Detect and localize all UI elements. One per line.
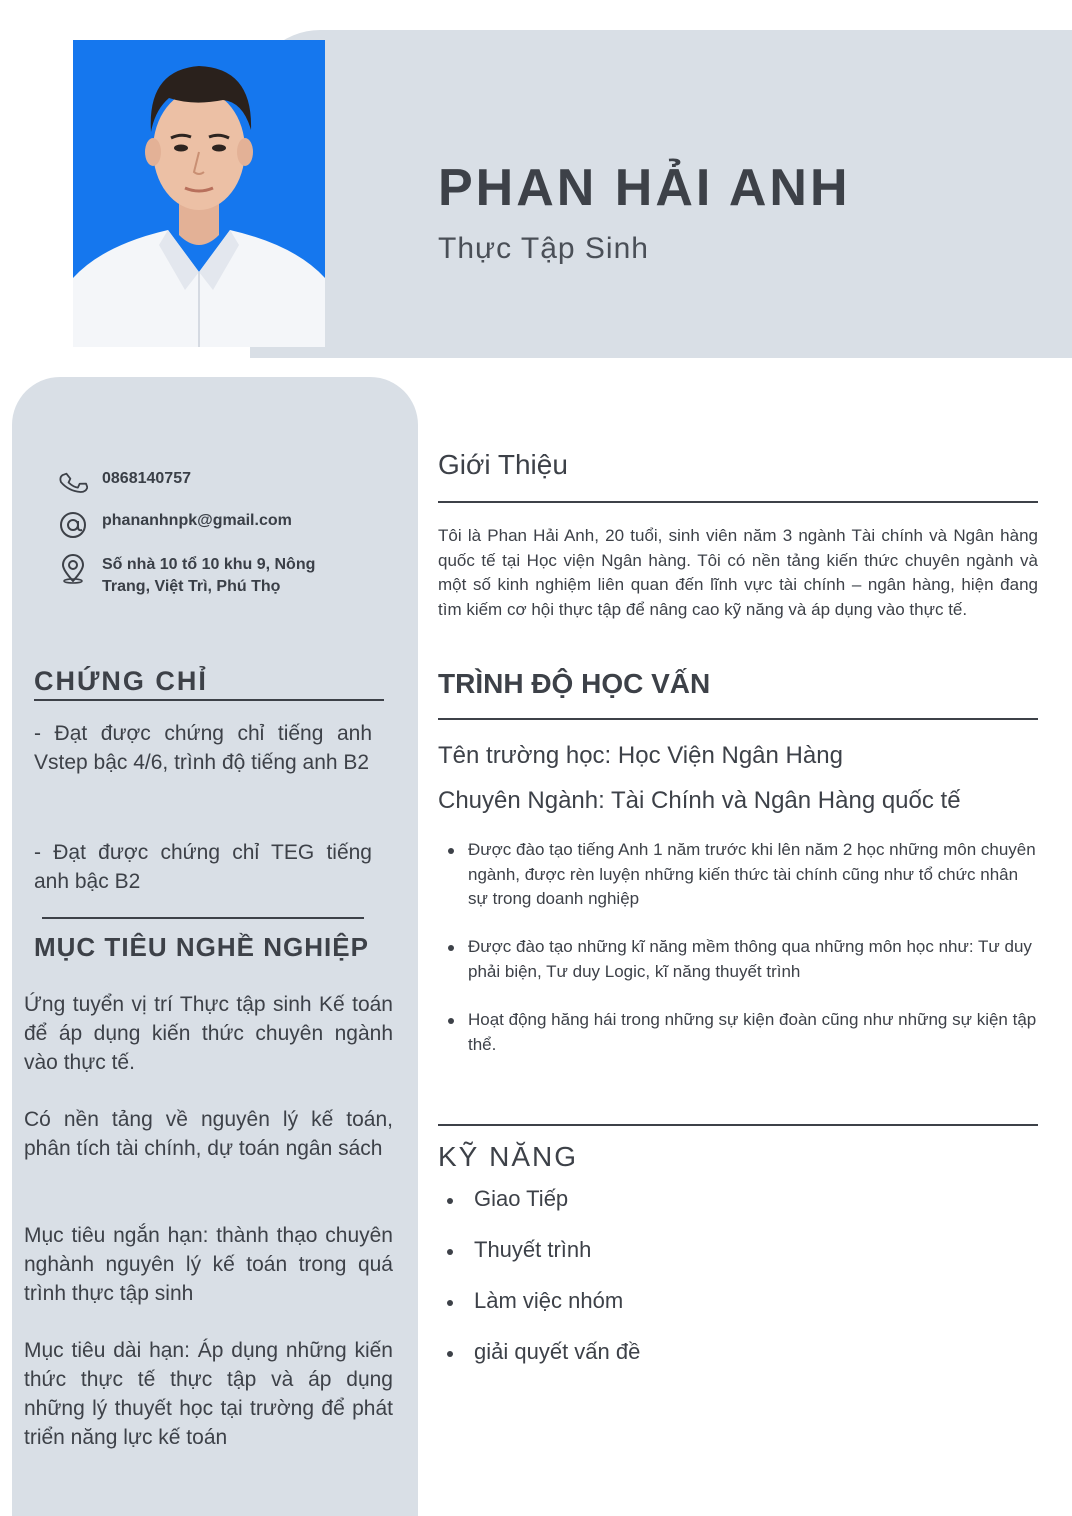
intro-divider	[438, 501, 1038, 503]
phone-icon	[58, 468, 88, 498]
certificates-heading: CHỨNG CHỈ	[34, 666, 208, 696]
intro-heading: Giới Thiệu	[438, 449, 568, 480]
skill-item: Giao Tiếp	[474, 1186, 569, 1211]
skills-divider	[438, 1124, 1038, 1126]
candidate-name: PHAN HẢI ANH	[438, 159, 851, 217]
location-pin-icon	[58, 554, 88, 584]
skill-item: Thuyết trình	[474, 1237, 592, 1262]
skill-item: giải quyết vấn đề	[474, 1339, 641, 1364]
email-address: phananhnpk@gmail.com	[102, 512, 292, 529]
email-at-icon	[58, 510, 88, 540]
major-name: Chuyên Ngành: Tài Chính và Ngân Hàng quốc tế	[438, 787, 961, 814]
bullet-dot	[447, 1249, 453, 1255]
career-divider	[42, 917, 364, 919]
skill-item: Làm việc nhóm	[474, 1288, 624, 1313]
career-goal-paragraph: Có nền tảng về nguyên lý kế toán, phân tích tài chính, dự toán ngân sách	[24, 1108, 393, 1160]
certificate-item: - Đạt được chứng chỉ tiếng anh Vstep bậc 4/6, trình độ tiếng anh B2	[34, 722, 372, 774]
certificate-item: - Đạt được chứng chỉ TEG tiếng anh bậc B2	[34, 841, 372, 893]
contact-address	[58, 554, 388, 598]
intro-text: Tôi là Phan Hải Anh, 20 tuổi, sinh viên năm 3 ngành Tài chính và Ngân hàng quốc tế tại Học viện Ngân hàng. Tôi có nền tảng kiến thức chuyên ngành và một số kinh nghiệm liên quan đến lĩnh vực tài chính – ngân hàng, hiện đang tìm kiếm cơ hội thực tập để nâng cao kỹ năng và áp dụng vào thực tế.	[438, 526, 1038, 619]
bullet-dot	[448, 945, 454, 951]
candidate-role: Thực Tập Sinh	[438, 232, 649, 265]
certificates-divider	[34, 699, 384, 701]
education-divider	[438, 718, 1038, 720]
education-item: Được đào tạo những kĩ năng mềm thông qua những môn học như: Tư duy phải biện, Tư duy Logic, kĩ năng thuyết trình	[468, 937, 1032, 981]
career-goal-paragraph: Ứng tuyển vị trí Thực tập sinh Kế toán để áp dụng kiến thức chuyên ngành vào thực tế.	[24, 993, 393, 1074]
education-item: Hoạt động hăng hái trong những sự kiện đoàn cũng như những sự kiện tập thể.	[468, 1010, 1037, 1054]
phone-number: 0868140757	[102, 470, 191, 487]
bullet-dot	[448, 1018, 454, 1024]
profile-photo	[73, 40, 325, 347]
career-goal-paragraph: Mục tiêu ngắn hạn: thành thạo chuyên nghành nguyên lý kế toán trong quá trình thực tập sinh	[24, 1224, 393, 1305]
career-goal-paragraph: Mục tiêu dài hạn: Áp dụng những kiến thức thực tế thực tập và áp dụng những lý thuyết học tại trường để phát triển năng lực kế toán	[24, 1339, 393, 1449]
contact-phone	[58, 468, 388, 498]
skills-heading: KỸ NĂNG	[438, 1141, 579, 1172]
contact-email	[58, 510, 388, 540]
home-address: Số nhà 10 tổ 10 khu 9, Nông Trang, Việt Trì, Phú Thọ	[102, 556, 316, 595]
education-heading: TRÌNH ĐỘ HỌC VẤN	[438, 668, 711, 699]
bullet-dot	[447, 1351, 453, 1357]
school-name: Tên trường học: Học Viện Ngân Hàng	[438, 742, 843, 769]
education-item: Được đào tạo tiếng Anh 1 năm trước khi lên năm 2 học những môn chuyên ngành, được rèn luyện những kiến thức tài chính cũng như tổ chức nhân sự trong doanh nghiệp	[468, 840, 1036, 908]
bullet-dot	[447, 1198, 453, 1204]
career-goals-heading: MỤC TIÊU NGHỀ NGHIỆP	[34, 932, 369, 962]
bullet-dot	[448, 848, 454, 854]
bullet-dot	[447, 1300, 453, 1306]
